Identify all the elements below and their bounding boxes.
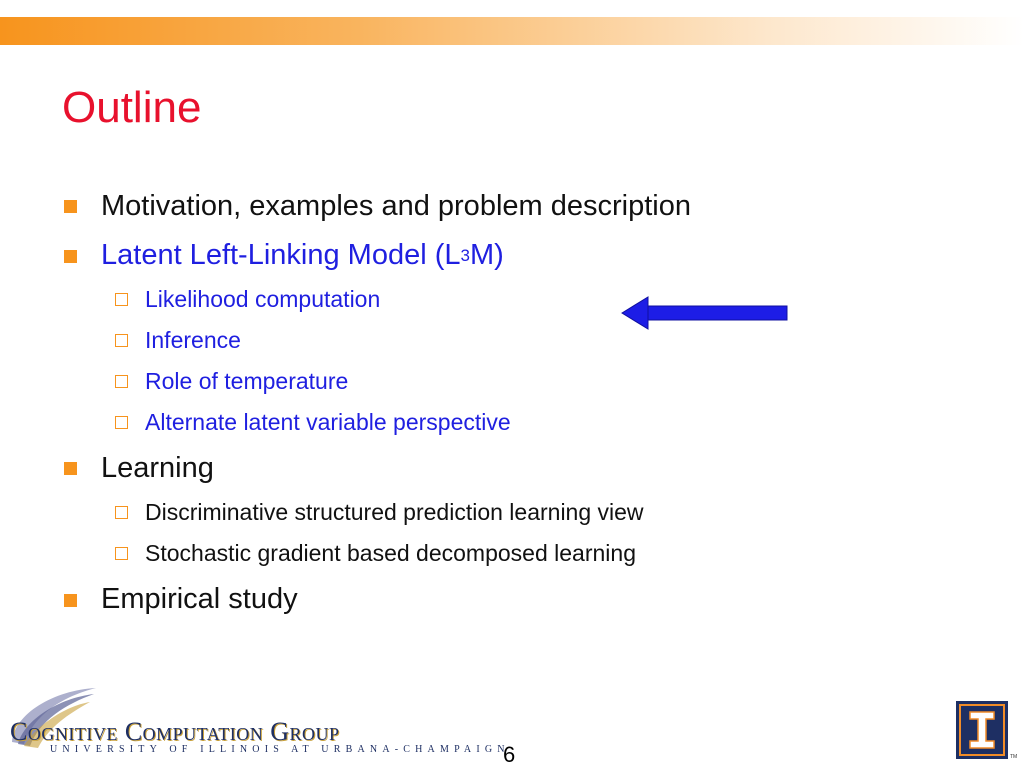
outline-subitem: Alternate latent variable perspective bbox=[145, 409, 511, 435]
hollow-bullet-icon bbox=[115, 506, 128, 519]
block-i-icon bbox=[955, 700, 1021, 762]
outline-subitem: Discriminative structured prediction learning view bbox=[145, 499, 644, 525]
outline-item-suffix: M) bbox=[469, 239, 504, 271]
square-bullet-icon bbox=[64, 200, 77, 213]
hollow-bullet-icon bbox=[115, 375, 128, 388]
page-number: 6 bbox=[503, 742, 516, 767]
outline-item-highlighted bbox=[101, 237, 504, 273]
outline-subitem: Stochastic gradient based decomposed learning bbox=[145, 540, 636, 566]
hollow-bullet-icon bbox=[115, 416, 128, 429]
superscript: 3 bbox=[460, 246, 470, 265]
trademark-mark: TM bbox=[1010, 754, 1018, 760]
outline-subitem: Role of temperature bbox=[145, 368, 349, 394]
slide-title: Outline bbox=[62, 83, 202, 132]
outline-subitem: Likelihood computation bbox=[145, 286, 381, 312]
hollow-bullet-icon bbox=[115, 547, 128, 560]
square-bullet-icon bbox=[64, 594, 77, 607]
hollow-bullet-icon bbox=[115, 334, 128, 347]
outline-item: Learning bbox=[101, 452, 214, 484]
left-arrow-icon bbox=[620, 296, 790, 336]
outline-item: Empirical study bbox=[101, 583, 298, 615]
hollow-bullet-icon bbox=[115, 293, 128, 306]
university-name: UNIVERSITY OF ILLINOIS AT URBANA-CHAMPAIGN bbox=[50, 744, 510, 755]
outline-item: Motivation, examples and problem description bbox=[101, 190, 691, 222]
square-bullet-icon bbox=[64, 250, 77, 263]
outline-item-text: Latent Left-Linking Model (L bbox=[101, 239, 461, 271]
square-bullet-icon bbox=[64, 462, 77, 475]
group-name: Cognitive Computation Group bbox=[10, 717, 340, 746]
outline-subitem: Inference bbox=[145, 327, 241, 353]
